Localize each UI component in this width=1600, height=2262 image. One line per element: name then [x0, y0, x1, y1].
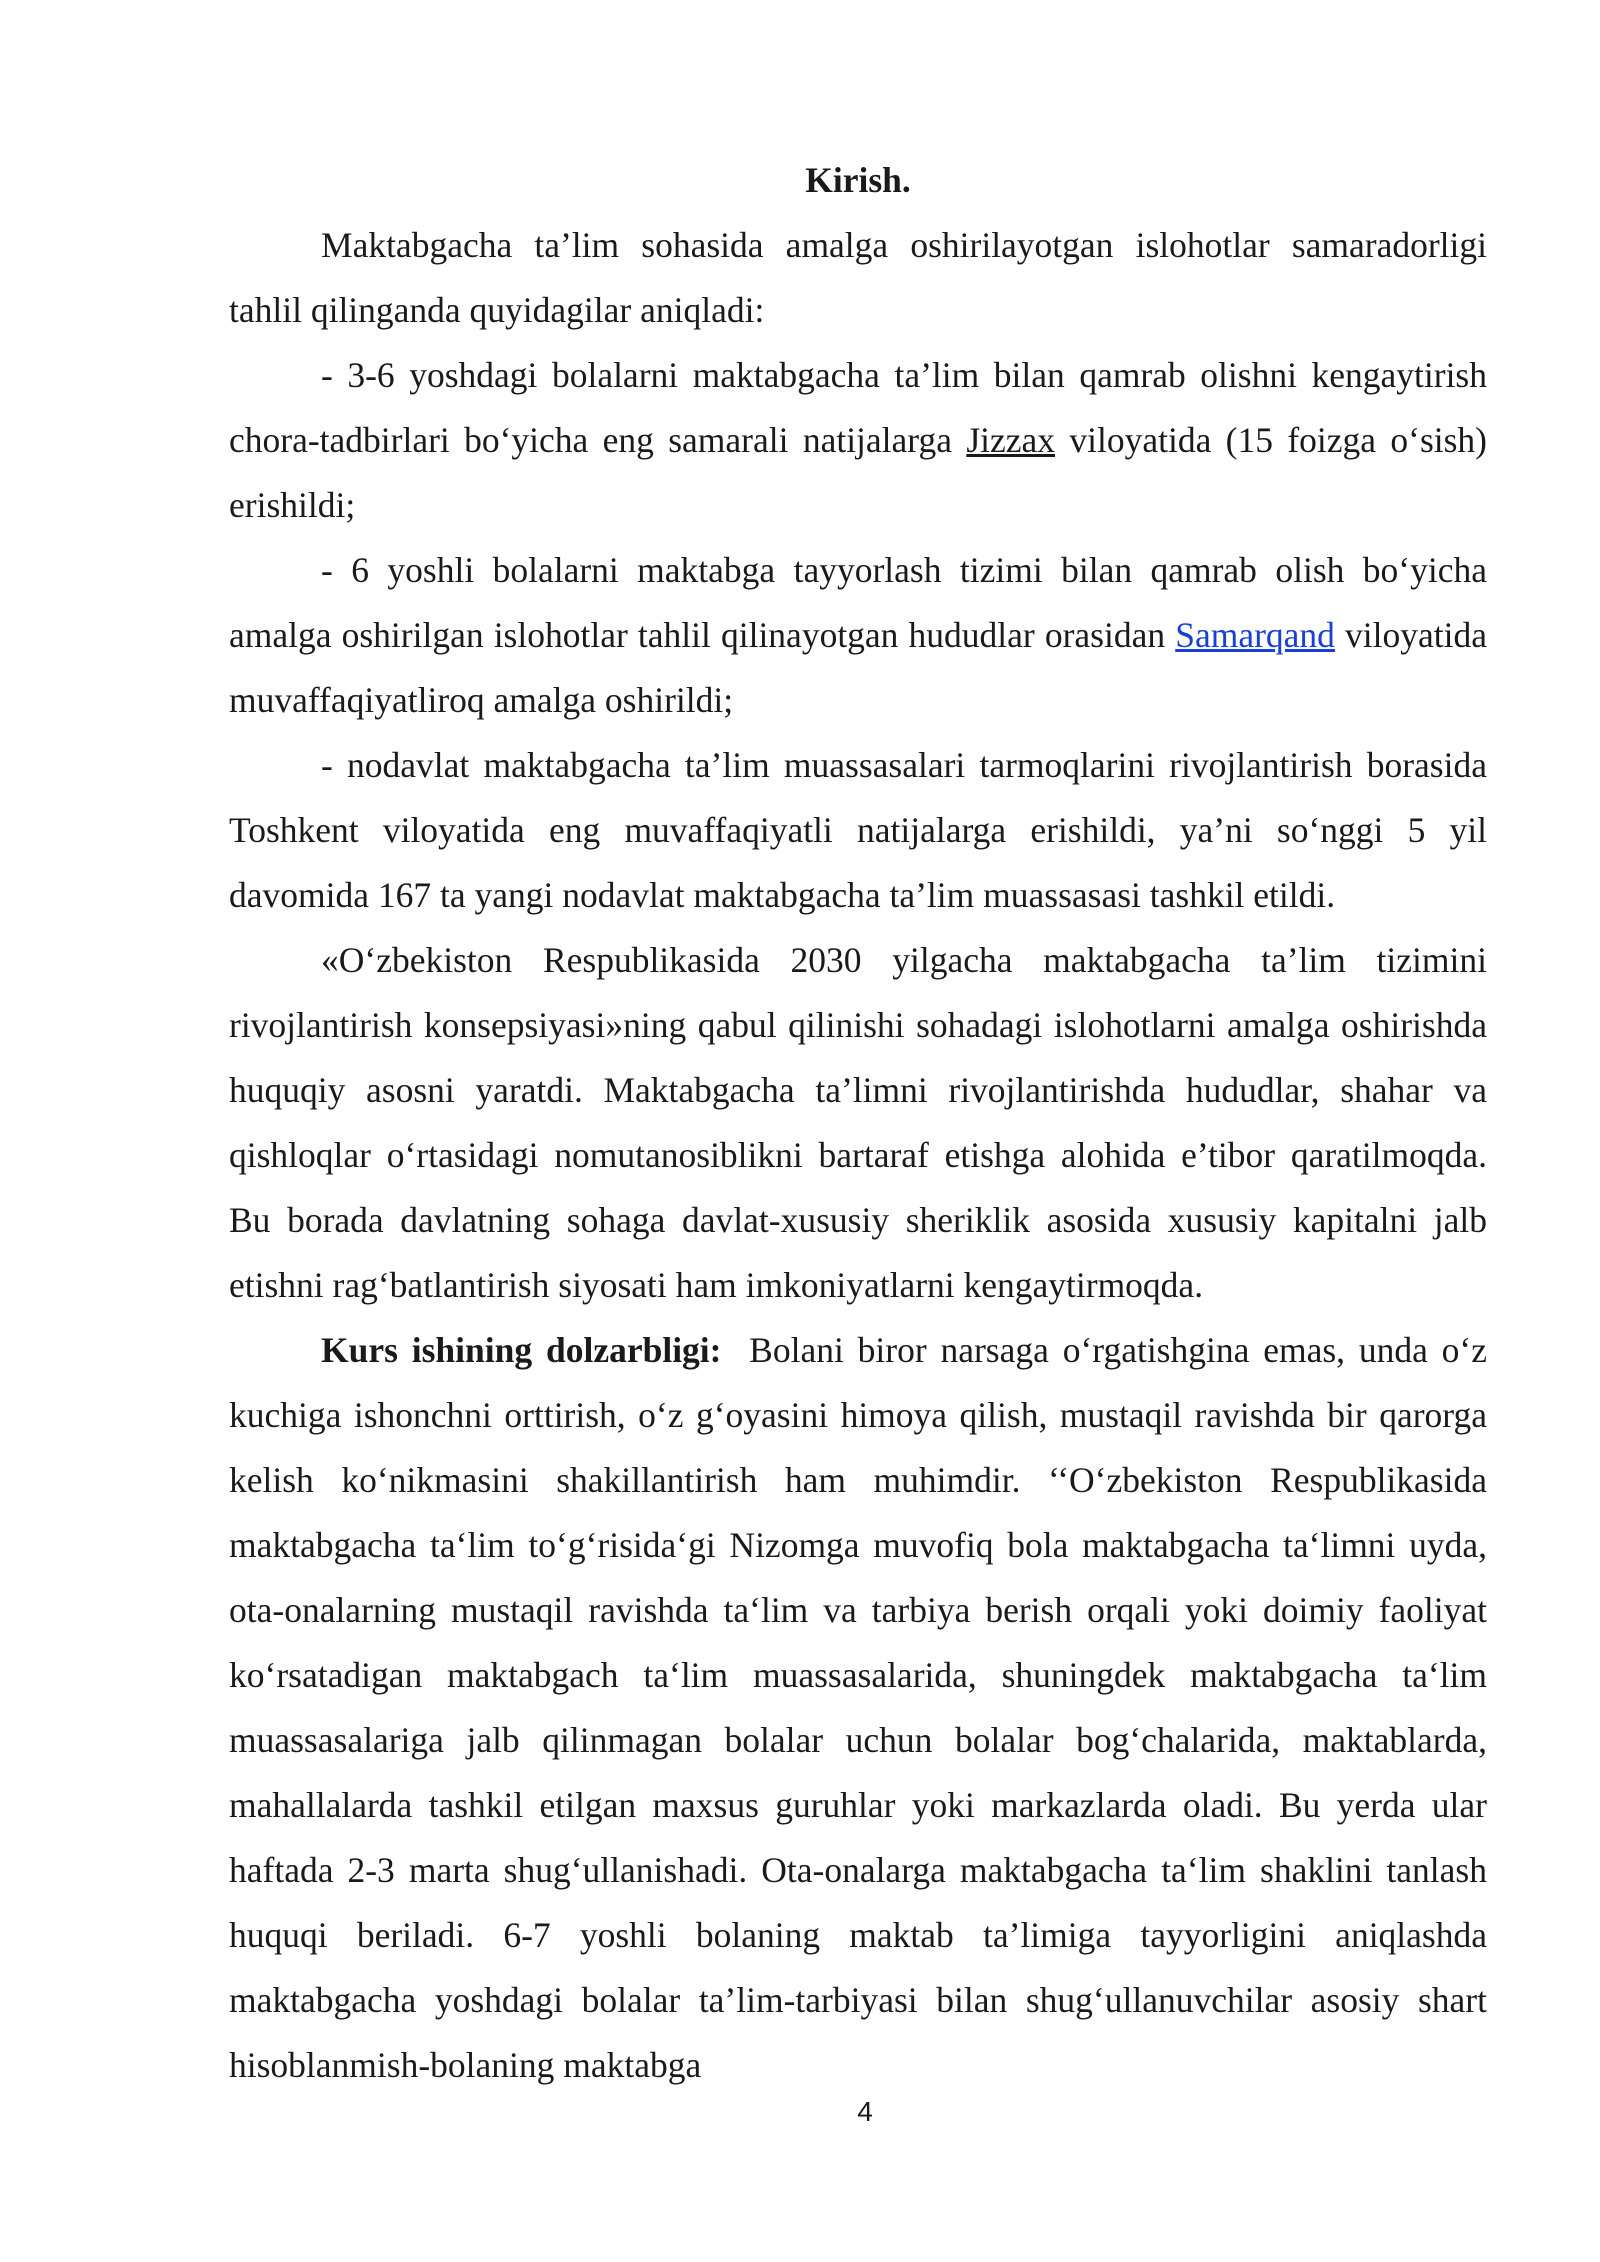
paragraph-jizzax-text-end: viloyatida (15 foizga o‘sish) erishildi;	[229, 420, 1488, 525]
paragraph-concept: «O‘zbekiston Respublikasida 2030 yilgacha maktabgacha ta’lim tizimini rivojlantirish konsepsiyasi»ning qabul qilinishi sohadagi islohotlarni amalga oshirishda huquqiy asosni yaratdi. Maktabgacha ta’limni rivojlantirishda hududlar, shahar va qishloqlar o‘rtasidagi nomutanosiblikni bartaraf etishga alohida e’tibor qaratilmoqda. Bu borada davlatning sohaga davlat-xususiy sheriklik asosida xususiy kapitalni jalb etishni rag‘batlantirish siyosati ham imkoniyatlarni kengaytirmoqda.	[229, 940, 1487, 1305]
region-jizzax: Jizzax	[966, 420, 1056, 460]
paragraph-samarqand-text-start: - 6 yoshli bolalarni maktabga tayyorlash tizimi bilan qamrab olish bo‘yicha amalga oshirilgan islohotlar tahlil qilinayotgan hududlar orasidan	[229, 550, 1487, 655]
relevance-body: Bolani biror narsaga o‘rgatishgina emas, unda o‘z kuchiga ishonchni orttirish, o‘z g‘oyasini himoya qilish, mustaqil ravishda bir qarorga kelish ko‘nikmasini shakillantirish ham muhimdir. ‘‘O‘zbekiston Respublikasida maktabgacha ta‘lim to‘g‘risida‘gi Nizomga muvofiq bola maktabgacha ta‘limni uyda, ota-onalarning mustaqil ravishda ta‘lim va tarbiya berish orqali yoki doimiy faoliyat ko‘rsatadigan maktabgach ta‘lim muassasalarida, shuningdek maktabgacha ta‘lim muassasalariga jalb qilinmagan bolalar uchun bolalar bog‘chalarida, maktablarda, mahallalarda tashkil etilgan maxsus guruhlar yoki markazlarda oladi. Bu yerda ular haftada 2-3 marta shug‘ullanishadi. Ota-onalarga maktabgacha ta‘lim shaklini tanlash huquqi beriladi. 6-7 yoshli bolaning maktab ta’limiga tayyorligini aniqlashda maktabgacha yoshdagi bolalar ta’lim-tarbiyasi bilan shug‘ullanuvchilar asosiy shart hisoblanmish-bolaning maktabga	[229, 1330, 1496, 2085]
relevance-heading: Kurs ishining dolzarbligi:	[321, 1330, 722, 1370]
document-page	[229, 148, 1496, 2098]
samarqand-link[interactable]: Samarqand	[1175, 615, 1335, 655]
paragraph-relevance	[229, 1318, 1496, 2098]
paragraph-samarqand-text-end: viloyatida muvaffaqiyatliroq amalga oshirildi;	[229, 615, 1487, 720]
paragraph-intro: Maktabgacha ta’lim sohasida amalga oshirilayotgan islohotlar samaradorligi tahlil qilinganda quyidagilar aniqladi:	[229, 225, 1487, 330]
paragraph-toshkent: - nodavlat maktabgacha ta’lim muassasalari tarmoqlarini rivojlantirish borasida Toshkent viloyatida eng muvaffaqiyatli natijalarga erishildi, ya’ni so‘nggi 5 yil davomida 167 ta yangi nodavlat maktabgacha ta’lim muassasasi tashkil etildi.	[229, 745, 1487, 915]
page-number: 4	[857, 2096, 873, 2127]
paragraph-jizzax	[229, 343, 1487, 538]
paragraph-jizzax-text-start: - 3-6 yoshdagi bolalarni maktabgacha ta’lim bilan qamrab olishni kengaytirish chora-tadbirlari bo‘yicha eng samarali natijalarga	[229, 355, 1487, 460]
section-title: Kirish.	[805, 160, 911, 200]
paragraph-samarqand	[229, 538, 1487, 733]
